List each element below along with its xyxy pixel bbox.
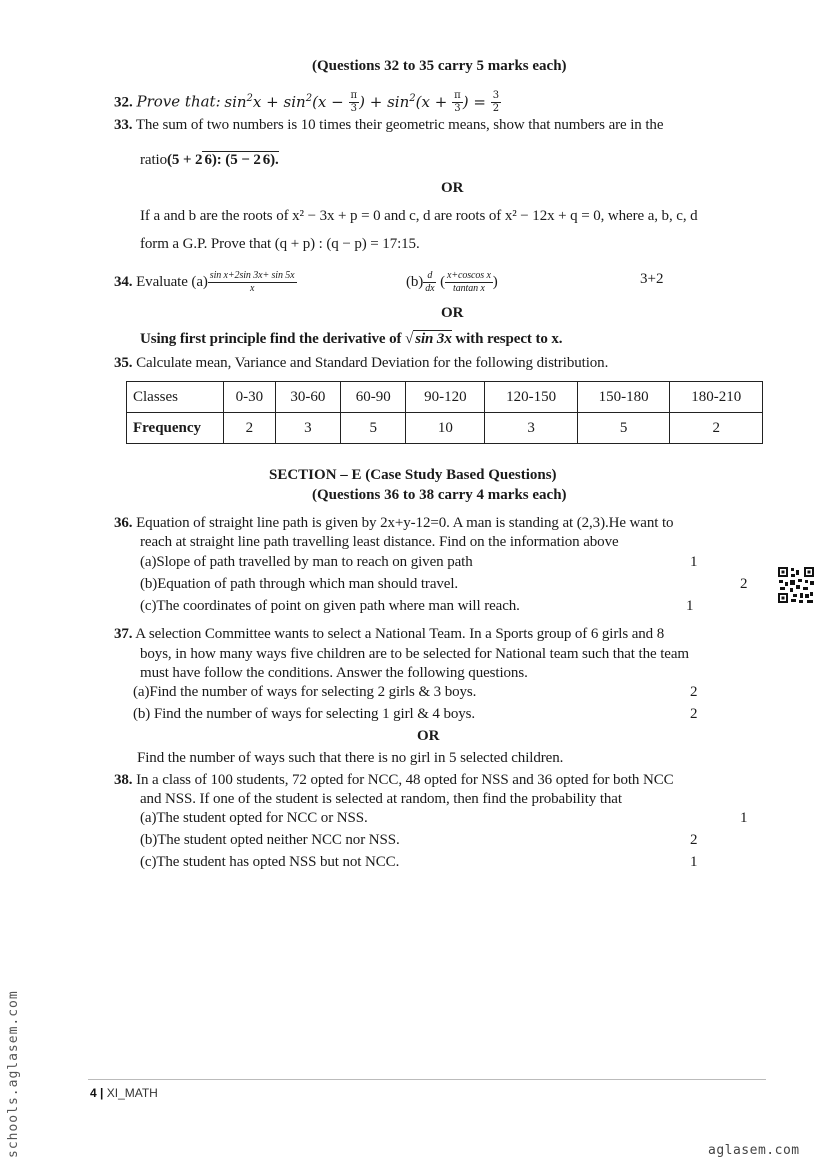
q38-part-c: (c)The student has opted NSS but not NCC.	[140, 854, 400, 870]
q33-alt-line1: If a and b are the roots of x² − 3x + p = 0 and c, d are roots of x² − 12x + q = 0, where a, b, c, d	[140, 208, 698, 224]
q33-or: OR	[441, 180, 464, 196]
table-header-cell: Classes	[127, 382, 224, 413]
q38-part-b: (b)The student opted neither NCC nor NSS.	[140, 832, 400, 848]
footer-separator: |	[100, 1086, 104, 1100]
q37-line2: boys, in how many ways five children are to be selected for National team such that the team	[140, 646, 689, 662]
section-e-title: SECTION – E (Case Study Based Questions)	[269, 467, 557, 483]
table-cell: 3	[485, 413, 578, 444]
q33-alt-line2: form a G.P. Prove that (q + p) : (q − p) = 17:15.	[140, 236, 420, 252]
q37-alt: Find the number of ways such that there is no girl in 5 selected children.	[137, 750, 564, 766]
q38-c-marks: 1	[690, 854, 698, 870]
table-cell: 180-210	[670, 382, 763, 413]
side-watermark: schools.aglasem.com	[6, 990, 21, 1158]
table-cell: 5	[341, 413, 406, 444]
qr-code-icon	[777, 566, 815, 604]
q34-marks: 3+2	[640, 271, 664, 287]
q36-b-marks: 2	[740, 576, 748, 592]
q36-part-b: (b)Equation of path through which man should travel.	[140, 576, 459, 592]
table-cell: 30-60	[275, 382, 340, 413]
question-37: 37. A selection Committee wants to select a National Team. In a Sports group of 6 girls and 8	[114, 626, 665, 642]
table-cell: 5	[577, 413, 670, 444]
footer-subject: XI_MATH	[106, 1086, 158, 1100]
page-footer	[90, 1086, 158, 1100]
table-cell: 120-150	[485, 382, 578, 413]
question-38: 38. In a class of 100 students, 72 opted for NCC, 48 opted for NSS and 36 opted for both NCC	[114, 772, 674, 788]
frequency-table	[126, 381, 763, 444]
q37-part-b: (b) Find the number of ways for selecting 1 girl & 4 boys.	[133, 706, 476, 722]
q38-a-marks: 1	[740, 810, 748, 826]
q38-part-a: (a)The student opted for NCC or NSS.	[140, 810, 368, 826]
q34-or: OR	[441, 305, 464, 321]
question-35: 35. Calculate mean, Variance and Standard Deviation for the following distribution.	[114, 355, 609, 371]
question-36: 36. Equation of straight line path is given by 2x+y-12=0. A man is standing at (2,3).He want to	[114, 515, 674, 531]
q34-alt: Using first principle find the derivative of √ sin 3x with respect to x.	[140, 331, 563, 347]
q37-a-marks: 2	[690, 684, 698, 700]
section-d-note: (Questions 32 to 35 carry 5 marks each)	[312, 58, 567, 74]
table-row	[127, 413, 763, 444]
q38-line2: and NSS. If one of the student is selected at random, then find the probability that	[140, 791, 622, 807]
table-header-cell: Frequency	[127, 413, 224, 444]
question-32: 32. Prove that: $\sin^2x + \sin^2(x$ − $\frac{\pi}{3}$ ) + $\sin^2(x$ + $\frac{\pi}{3}$ ) = $\frac{3}{2}$	[114, 90, 500, 114]
question-33: 33. The sum of two numbers is 10 times their geometric means, show that numbers are in the	[114, 117, 664, 133]
question-34: 34. Evaluate (a) $\frac{\text{sin x+2sin 3x+ sin 5x}}{x}$	[114, 270, 295, 294]
q33-line1: The sum of two numbers is 10 times their geometric means, show that numbers are in the	[135, 117, 664, 133]
q37-or: OR	[417, 728, 440, 744]
q38-b-marks: 2	[690, 832, 698, 848]
question-number: 32.	[114, 94, 133, 111]
q36-a-marks: 1	[690, 554, 698, 570]
page-number: 4	[90, 1086, 97, 1100]
q36-part-a: (a)Slope of path travelled by man to reach on given path	[140, 554, 473, 570]
table-cell: 2	[224, 413, 276, 444]
table-cell: 3	[275, 413, 340, 444]
q37-part-a: (a)Find the number of ways for selecting 2 girls & 3 boys.	[133, 684, 477, 700]
q33-line2: ratio(5 + 2 6): (5 − 2 6).	[140, 152, 279, 168]
bottom-watermark: aglasem.com	[708, 1143, 800, 1158]
table-cell: 90-120	[406, 382, 485, 413]
q37-b-marks: 2	[690, 706, 698, 722]
q37-line3: must have follow the conditions. Answer the following questions.	[140, 665, 528, 681]
table-cell: 2	[670, 413, 763, 444]
table-cell: 10	[406, 413, 485, 444]
footer-divider	[88, 1079, 766, 1080]
table-cell: 0-30	[224, 382, 276, 413]
q32-prefix: Prove that:	[136, 92, 221, 111]
q34-part-b: (b) $\frac{d}{dx}$ ( $\frac{\text{x+coscos x}}{\text{tantan x}}$ )	[406, 270, 498, 294]
section-e-note: (Questions 36 to 38 carry 4 marks each)	[312, 487, 567, 503]
table-cell: 150-180	[577, 382, 670, 413]
q36-part-c: (c)The coordinates of point on given path where man will reach.	[140, 598, 520, 614]
q36-c-marks: 1	[686, 598, 694, 614]
q36-line2: reach at straight line path travelling least distance. Find on the information above	[140, 534, 619, 550]
table-cell: 60-90	[341, 382, 406, 413]
table-row	[127, 382, 763, 413]
